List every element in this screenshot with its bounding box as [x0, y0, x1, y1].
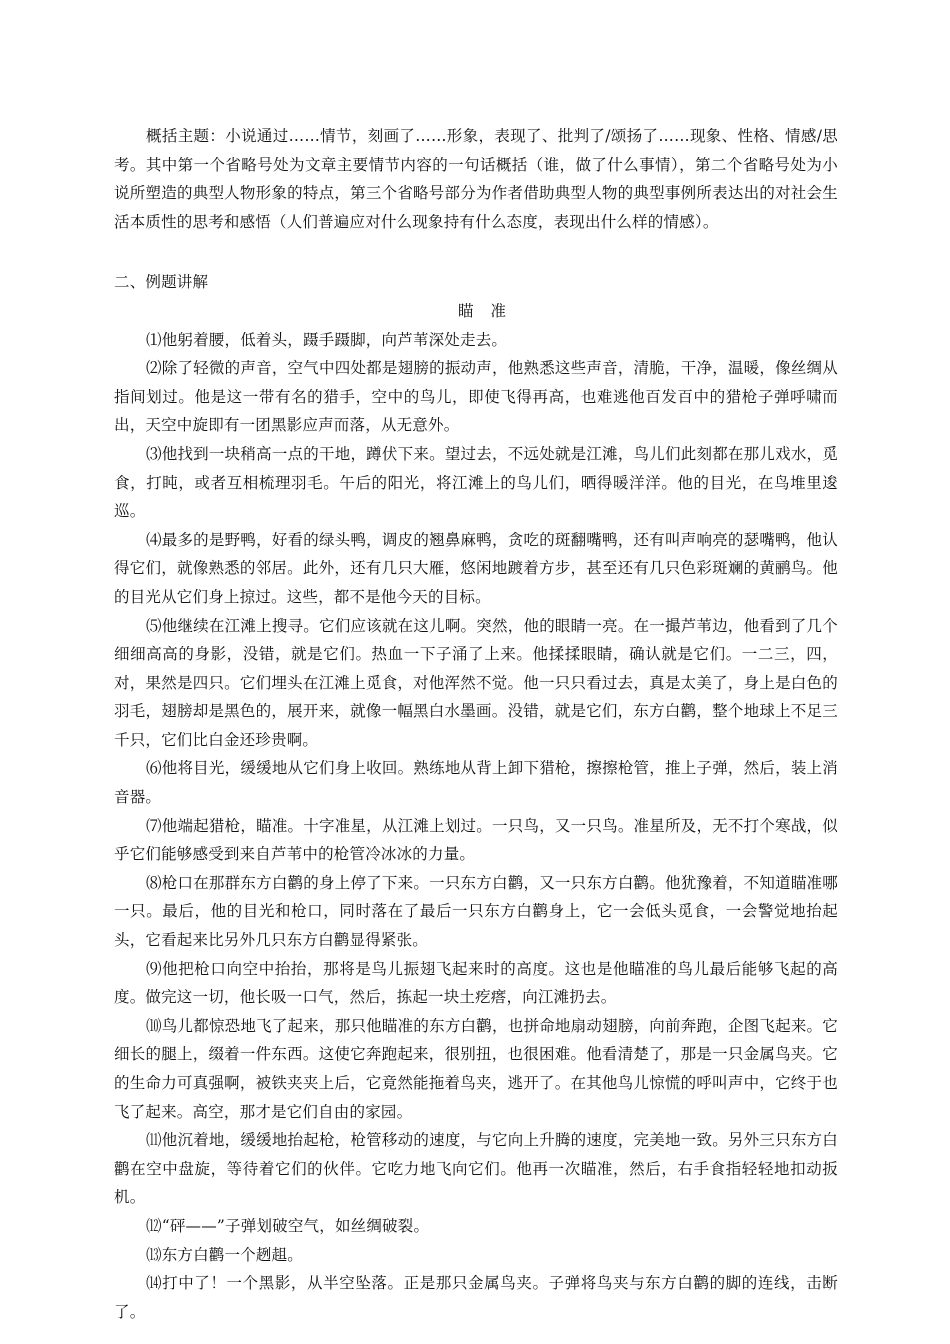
story-paragraph-4: ⑷最多的是野鸭，好看的绿头鸭，调皮的翘鼻麻鸭，贪吃的斑翻嘴鸭，还有叫声响亮的瑟嘴鸭，他认得它们，就像熟悉的邻居。此外，还有几只大雁，悠闲地踱着方步，甚至还有几只色彩斑斓的黄鹂鸟。他的目光从它们身上掠过。这些，都不是他今天的目标。 [114, 530, 838, 606]
document-body [114, 122, 838, 1326]
story-paragraph-14: ⒁打中了！一个黑影，从半空坠落。正是那只金属鸟夹。子弹将鸟夹与东方白鹳的脚的连线，击断了。 [114, 1274, 838, 1321]
story-paragraph-8: ⑻枪口在那群东方白鹳的身上停了下来。一只东方白鹳，又一只东方白鹳。他犹豫着，不知道瞄准哪一只。最后，他的目光和枪口，同时落在了最后一只东方白鹳身上，它一会低头觅食，一会警觉地抬起头，它看起来比另外几只东方白鹳显得紧张。 [114, 873, 838, 950]
section-heading: 二、例题讲解 [114, 273, 209, 292]
story-paragraph-12: ⑿“砰——”子弹划破空气，如丝绸破裂。 [146, 1216, 430, 1235]
story-paragraph-11: ⑾他沉着地，缓缓地抬起枪，枪管移动的速度，与它向上升腾的速度，完美地一致。另外三只东方白鹳在空中盘旋，等待着它们的伙伴。它吃力地飞向它们。他再一次瞄准，然后，右手食指轻轻地扣动扳机。 [114, 1131, 838, 1207]
story-paragraph-7: ⑺他端起猎枪，瞄准。十字准星，从江滩上划过。一只鸟，又一只鸟。准星所及，无不打个寒战，似乎它们能够感受到来自芦苇中的枪管冷冰冰的力量。 [114, 816, 838, 864]
story-paragraph-1: ⑴他躬着腰，低着头，蹑手蹑脚，向芦苇深处走去。 [146, 330, 508, 349]
story-paragraph-3: ⑶他找到一块稍高一点的干地，蹲伏下来。望过去，不远处就是江滩，鸟儿们此刻都在那儿戏水，觅食，打盹，或者互相梳理羽毛。午后的阳光，将江滩上的鸟儿们，晒得暖洋洋。他的目光，在鸟堆里逡巡。 [114, 444, 838, 521]
intro-paragraph: 概括主题：小说通过……情节，刻画了……形象，表现了、批判了/颂扬了……现象、性格、情感/思考。其中第一个省略号处为文章主要情节内容的一句话概括（谁，做了什么事情），第二个省略号处为小说所塑造的典型人物形象的特点，第三个省略号部分为作者借助典型人物的典型事例所表达出的对社会生活本质性的思考和感悟（人们普遍应对什么现象持有什么态度，表现出什么样的情感）。 [114, 127, 838, 231]
article-title: 瞄 准 [458, 301, 512, 320]
story-paragraph-13: ⒀东方白鹳一个趔趄。 [146, 1245, 304, 1264]
story-paragraph-5: ⑸他继续在江滩上搜寻。它们应该就在这儿啊。突然，他的眼睛一亮。在一撮芦苇边，他看到了几个细细高高的身影，没错，就是它们。热血一下子涌了上来。他揉揉眼睛，确认就是它们。一二三，四，对，果然是四只。它们埋头在江滩上觅食，对他浑然不觉。他一只只看过去，真是太美了，身上是白色的羽毛，翅膀却是黑色的，展开来，就像一幅黑白水墨画。没错，就是它们，东方白鹳，整个地球上不足三千只，它们比白金还珍贵啊。 [114, 616, 838, 749]
story-paragraph-9: ⑼他把枪口向空中抬抬，那将是鸟儿振翅飞起来时的高度。这也是他瞄准的鸟儿最后能够飞起的高度。做完这一切，他长吸一口气，然后，拣起一块土疙瘩，向江滩扔去。 [114, 959, 838, 1007]
story-paragraph-10: ⑽鸟儿都惊恐地飞了起来，那只他瞄准的东方白鹳，也拼命地扇动翅膀，向前奔跑，企图飞起来。它细长的腿上，缀着一件东西。这使它奔跑起来，很别扭，也很困难。他看清楚了，那是一只金属鸟夹。它的生命力可真强啊，被铁夹夹上后，它竟然能拖着鸟夹，逃开了。在其他鸟儿惊慌的呼叫声中，它终于也飞了起来。高空，那才是它们自由的家园。 [114, 1016, 838, 1121]
story-paragraph-2: ⑵除了轻微的声音，空气中四处都是翅膀的振动声，他熟悉这些声音，清脆，干净，温暖，像丝绸从指间划过。他是这一带有名的猎手，空中的鸟儿，即使飞得再高，也难逃他百发百中的猎枪子弹呼啸而出，天空中旋即有一团黑影应声而落，从无意外。 [114, 359, 838, 435]
story-paragraph-6: ⑹他将目光，缓缓地从它们身上收回。熟练地从背上卸下猎枪，擦擦枪管，推上子弹，然后，装上消音器。 [114, 759, 838, 807]
